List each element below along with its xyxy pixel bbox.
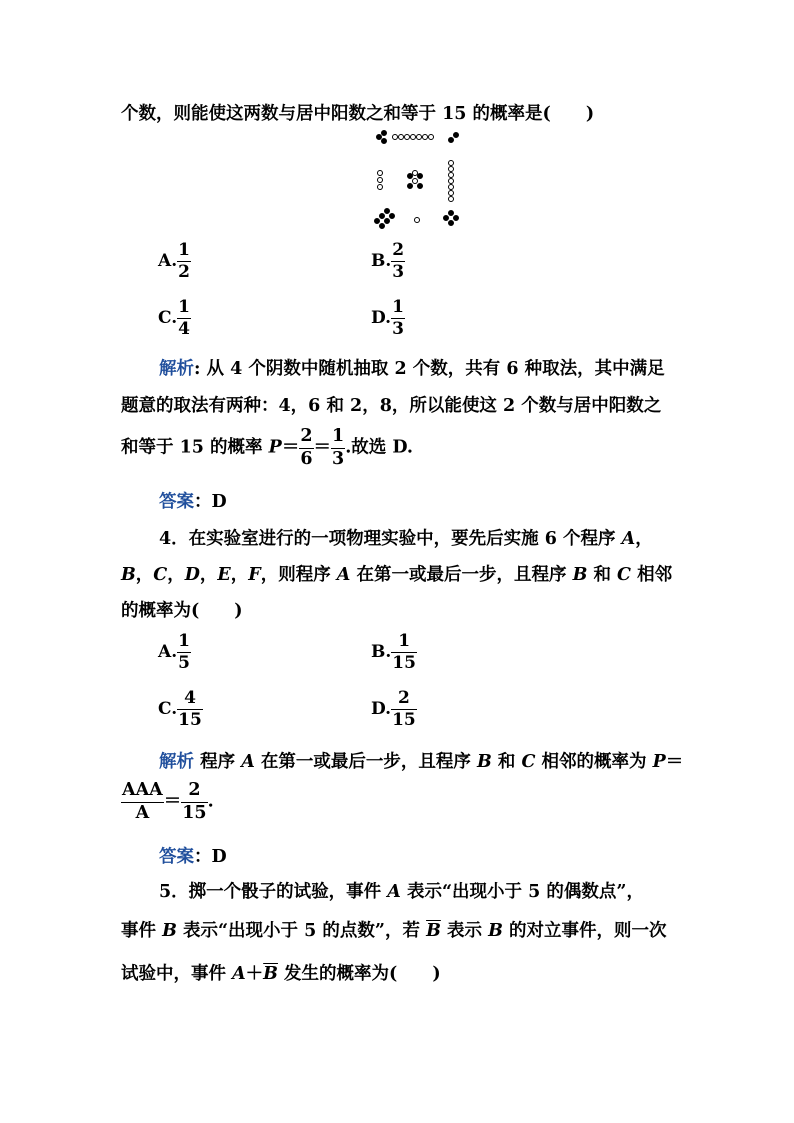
q4-solution-line2: $\frac{\text{AAA}}{A}$ ＝ $\frac{2}{15}$ .	[122, 780, 214, 823]
q4-answer: 答案：D	[159, 847, 227, 867]
q5-stem-line3: 试验中，事件 $A+\overline{B}$ 发生的概率为( )	[121, 964, 441, 984]
q4-stem-line3: 的概率为( )	[121, 601, 243, 621]
q3-answer: 答案：D	[159, 492, 227, 512]
q3-option-d[interactable]: D. $\frac{1}{3}$	[371, 297, 404, 339]
q3-solution-line1: 解析: 从 4 个阴数中随机抽取 2 个数，共有 6 种取法，其中满足	[159, 359, 665, 379]
q4-option-a[interactable]: A. $\frac{1}{5}$	[158, 631, 190, 673]
q3-option-b[interactable]: B. $\frac{2}{3}$	[371, 240, 405, 282]
q4-option-c[interactable]: C. $\frac{4}{15}$	[158, 688, 202, 730]
q4-option-b[interactable]: B. $\frac{1}{15}$	[371, 631, 416, 673]
q3-solution-line3: 和等于 15 的概率 P＝ $\frac{2}{6}$ ＝ $\frac{1}{3}$ .故选 D.	[121, 426, 414, 469]
q3-option-a[interactable]: A. $\frac{1}{2}$	[158, 240, 190, 282]
q3-option-c[interactable]: C. $\frac{1}{4}$	[158, 297, 190, 339]
q3-stem-tail: 个数，则能使这两数与居中阳数之和等于 15 的概率是( )	[121, 104, 595, 124]
q4-stem-line1: 4．在实验室进行的一项物理实验中，要先后实施 6 个程序 A，	[159, 529, 653, 549]
q4-option-d[interactable]: D. $\frac{2}{15}$	[371, 688, 416, 730]
q4-stem-line2: B，C，D，E，F，则程序 A 在第一或最后一步，且程序 B 和 C 相邻	[121, 565, 673, 585]
q5-stem-line2: 事件 B 表示“出现小于 5 的点数”，若 $\overline{B}$ 表示 B 的对立事件，则一次	[121, 921, 667, 941]
hetu-figure	[370, 126, 470, 226]
q4-solution-line1: 解析 程序 A 在第一或最后一步，且程序 B 和 C 相邻的概率为 P＝	[159, 752, 684, 772]
q3-solution-line2: 题意的取法有两种：4，6 和 2，8，所以能使这 2 个数与居中阳数之	[121, 396, 662, 416]
q5-stem-line1: 5．掷一个骰子的试验，事件 A 表示“出现小于 5 的偶数点”，	[159, 882, 644, 902]
